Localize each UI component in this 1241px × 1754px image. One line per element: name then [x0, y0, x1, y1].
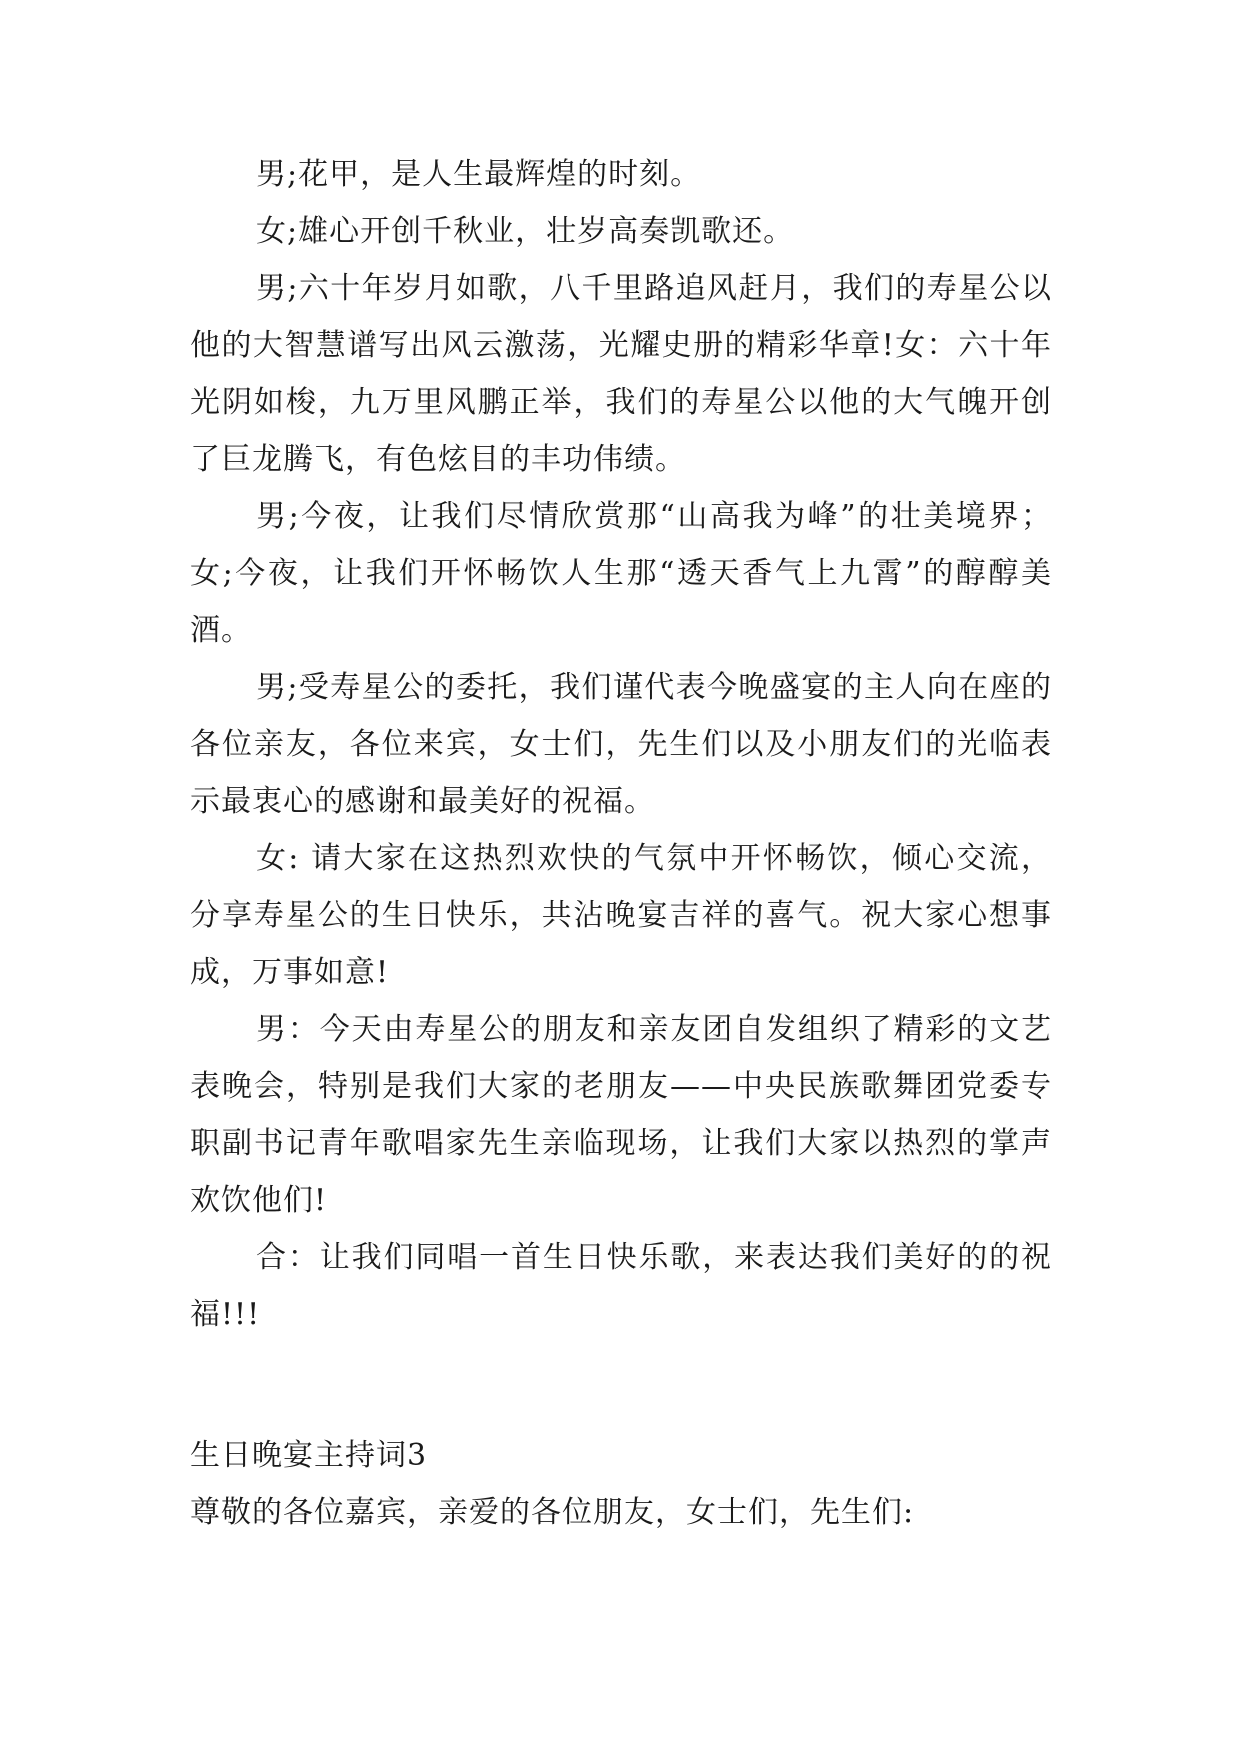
- paragraph: 男;今夜，让我们尽情欣赏那“山高我为峰”的壮美境界；女;今夜，让我们开怀畅饮人生那“透天香气上九霄”的醇醇美酒。: [190, 499, 1052, 648]
- paragraph: 女;雄心开创千秋业，壮岁高奏凯歌还。: [256, 214, 795, 249]
- paragraph: 男：今天由寿星公的朋友和亲友团自发组织了精彩的文艺表晚会，特别是我们大家的老朋友——中央民族歌舞团党委专职副书记青年歌唱家先生亲临现场，让我们大家以热烈的掌声欢饮他们!: [190, 1012, 1052, 1218]
- paragraph: 合：让我们同唱一首生日快乐歌，来表达我们美好的的祝福!!!: [190, 1240, 1052, 1332]
- paragraph: 女: 请大家在这热烈欢快的气氛中开怀畅饮，倾心交流，分享寿星公的生日快乐，共沾晚宴吉祥的喜气。祝大家心想事成，万事如意!: [190, 841, 1052, 990]
- section-heading: 生日晚宴主持词3: [190, 1438, 428, 1473]
- paragraph: 男;受寿星公的委托，我们谨代表今晚盛宴的主人向在座的各位亲友，各位来宾，女士们，先生们以及小朋友们的光临表示最衷心的感谢和最美好的祝福。: [190, 670, 1052, 819]
- section-intro: 尊敬的各位嘉宾，亲爱的各位朋友，女士们，先生们:: [190, 1495, 915, 1530]
- paragraph: 男;六十年岁月如歌，八千里路追风赶月，我们的寿星公以他的大智慧谱写出风云激荡，光耀史册的精彩华章!女：六十年光阴如梭，九万里风鹏正举，我们的寿星公以他的大气魄开创了巨龙腾飞，有色炫目的丰功伟绩。: [190, 271, 1052, 477]
- paragraph: 男;花甲，是人生最辉煌的时刻。: [256, 157, 702, 192]
